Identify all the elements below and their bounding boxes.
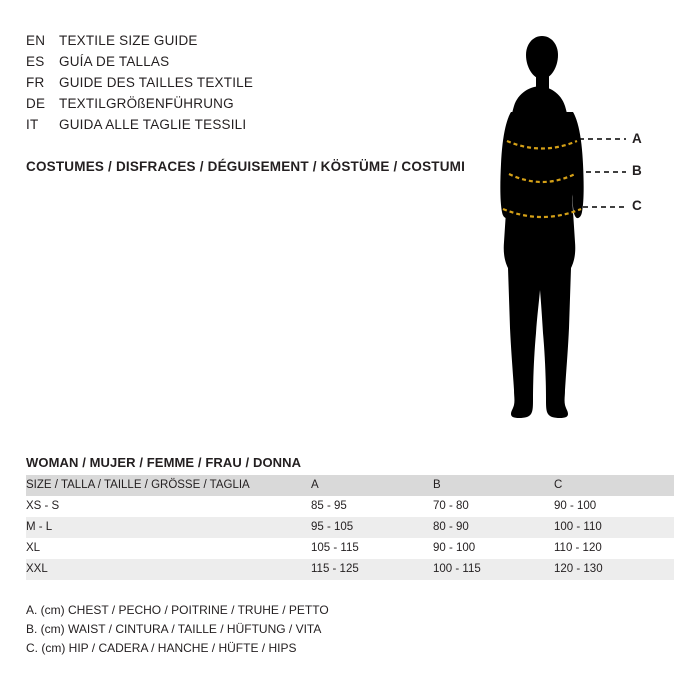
cell-size: XL (26, 542, 41, 554)
footnote-list (26, 601, 329, 658)
cell-waist: 90 - 100 (433, 542, 476, 554)
cell-size: XS - S (26, 500, 60, 512)
figure-area (480, 28, 680, 438)
column-header-size: SIZE / TALLA / TAILLE / GRÖSSE / TAGLIA (26, 479, 250, 491)
language-text-en: TEXTILE SIZE GUIDE (59, 33, 198, 48)
language-code-de: DE (26, 96, 46, 111)
cell-size: M - L (26, 521, 53, 533)
table-row (26, 538, 674, 559)
cell-hip: 110 - 120 (554, 542, 602, 554)
label-c: C (632, 198, 642, 213)
size-table (26, 475, 674, 580)
language-code-es: ES (26, 54, 45, 69)
language-code-en: EN (26, 33, 46, 48)
cell-chest: 115 - 125 (311, 563, 359, 575)
language-text-de: TEXTILGRÖßENFÜHRUNG (59, 96, 234, 111)
footnote-hip: C. (cm) HIP / CADERA / HANCHE / HÜFTE / HIPS (26, 641, 297, 655)
cell-size: XXL (26, 563, 48, 575)
table-row (26, 496, 674, 517)
cell-hip: 120 - 130 (554, 563, 603, 575)
size-table-section (26, 455, 674, 580)
label-a: A (632, 131, 642, 146)
cell-chest: 95 - 105 (311, 521, 354, 533)
language-row-fr (26, 75, 506, 96)
column-header-b: B (433, 479, 441, 491)
language-row-es (26, 54, 506, 75)
column-header-c: C (554, 479, 563, 491)
table-group-title: WOMAN / MUJER / FEMME / FRAU / DONNA (26, 455, 302, 470)
language-row-it (26, 117, 506, 138)
cell-chest: 105 - 115 (311, 542, 359, 554)
language-text-es: GUÍA DE TALLAS (59, 54, 170, 69)
language-text-fr: GUIDE DES TAILLES TEXTILE (59, 75, 254, 90)
footnote-chest: A. (cm) CHEST / PECHO / POITRINE / TRUHE / PETTO (26, 603, 329, 617)
language-code-fr: FR (26, 75, 45, 90)
cell-hip: 100 - 110 (554, 521, 602, 533)
table-row (26, 517, 674, 538)
label-b: B (632, 163, 642, 178)
cell-hip: 90 - 100 (554, 500, 597, 512)
footnote-waist: B. (cm) WAIST / CINTURA / TAILLE / HÜFTUNG / VITA (26, 622, 322, 636)
language-list (26, 33, 506, 138)
cell-chest: 85 - 95 (311, 500, 347, 512)
cell-waist: 100 - 115 (433, 563, 481, 575)
cell-waist: 80 - 90 (433, 521, 469, 533)
category-line: COSTUMES / DISFRACES / DÉGUISEMENT / KÖSTÜME / COSTUMI (26, 159, 466, 174)
female-silhouette-icon (480, 28, 680, 438)
column-header-a: A (311, 479, 319, 491)
table-row (26, 559, 674, 580)
language-code-it: IT (26, 117, 39, 132)
language-row-en (26, 33, 506, 54)
language-text-it: GUIDA ALLE TAGLIE TESSILI (59, 117, 247, 132)
table-header-row (26, 475, 674, 496)
language-row-de (26, 96, 506, 117)
cell-waist: 70 - 80 (433, 500, 469, 512)
